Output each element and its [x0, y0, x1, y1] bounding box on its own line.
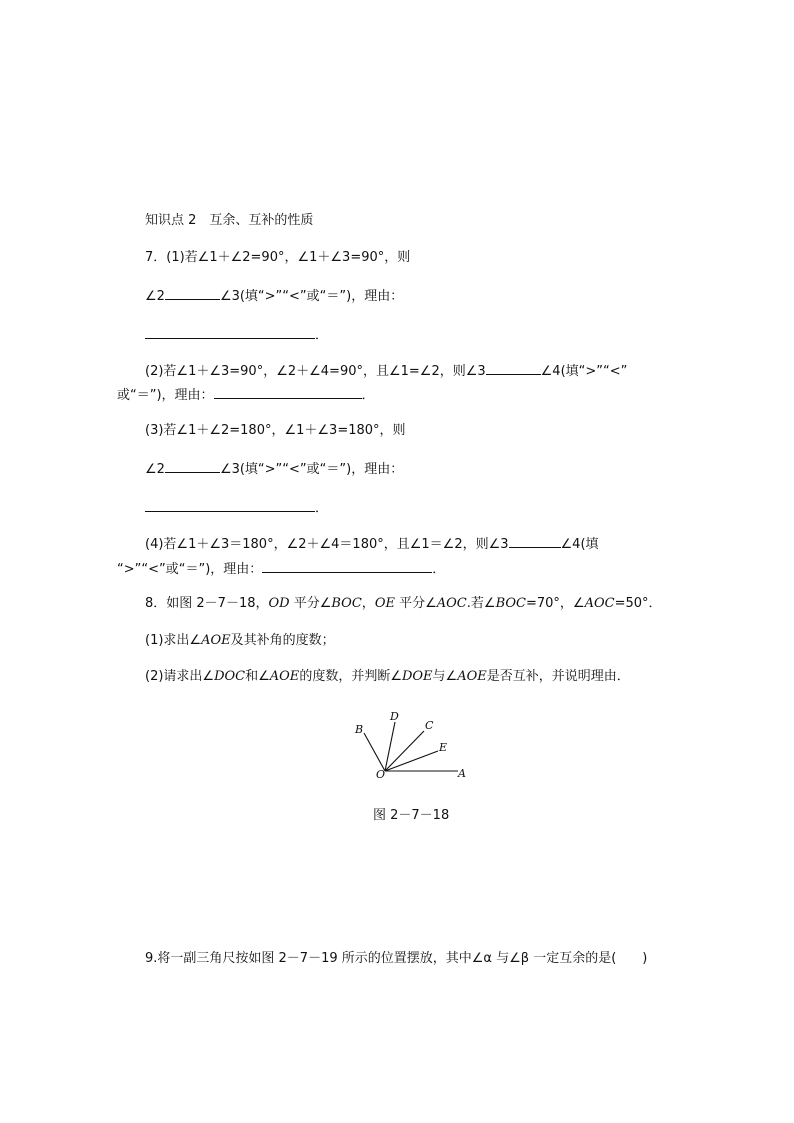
label-a: A [458, 767, 466, 780]
q7-part2-line1 [145, 362, 627, 380]
q9-text: 9.将一副三角尺按如图 2－7－19 所示的位置摆放，其中∠α 与∠β 一定互余的是( ) [145, 951, 648, 966]
q8-text: ， [361, 596, 375, 611]
q7-part2-reason-blank[interactable] [214, 386, 362, 399]
q7-part3-angle2: ∠2 [145, 462, 165, 477]
q8-var-aoe: AOE [269, 669, 300, 684]
q7-part4-text-b: ∠4(填 [560, 537, 599, 552]
q7-part1-line2 [145, 287, 403, 305]
q7-part1-reason-blank[interactable] [145, 326, 315, 339]
ray-oc [385, 731, 424, 771]
q8-text: =70°，∠ [525, 596, 585, 611]
q8-text: =50°． [614, 596, 662, 611]
q7-part3-end: ． [315, 501, 329, 516]
q7-part1-end: ． [315, 328, 329, 343]
figure-caption: 图 2－7－18 [373, 808, 450, 823]
q7-part3-reason-blank[interactable] [145, 499, 315, 512]
q8-var-oe: OE [374, 596, 395, 611]
q8-var-doe: DOE [401, 669, 433, 684]
section-title: 知识点 2 互余、互补的性质 [145, 213, 314, 228]
q7-part4-line2 [117, 560, 445, 578]
q8-part2 [145, 669, 630, 685]
q7-part1-line1: 7．(1)若∠1＋∠2=90°，∠1＋∠3=90°，则 [145, 250, 411, 265]
q7-part3-fill-hint: ∠3(填“>”“<”或“＝”)，理由： [219, 462, 404, 477]
label-d: D [390, 710, 399, 723]
label-b: B [355, 723, 364, 736]
q8-text: 平分∠ [394, 596, 437, 611]
q7-part2-blank[interactable] [486, 362, 541, 375]
q8-var-doc: DOC [214, 669, 246, 684]
q8-part2-text: (2)请求出∠ [145, 669, 215, 684]
label-o: O [376, 768, 386, 781]
label-c: C [425, 719, 434, 732]
ray-od [385, 722, 395, 771]
ray-ob [364, 733, 385, 771]
angle-figure [350, 708, 480, 788]
q8-part2-text: 与∠ [432, 669, 458, 684]
q8-part1-text: 及其补角的度数； [230, 633, 335, 648]
q8-part2-text: 的度数，并判断∠ [299, 669, 402, 684]
q7-part3-line2 [145, 460, 403, 478]
q7-part2-text-a: (2)若∠1＋∠3=90°，∠2＋∠4=90°，且∠1=∠2，则∠3 [145, 364, 486, 379]
q8-text: .若∠ [466, 596, 496, 611]
q7-part4-reason-blank[interactable] [262, 560, 432, 573]
q7-part1-blank[interactable] [165, 287, 220, 300]
q8-text: 平分∠ [289, 596, 332, 611]
q8-var-aoe: AOE [201, 633, 231, 648]
q7-part2-line2 [117, 386, 375, 404]
q7-part2-reason-label: 或“＝”)，理由： [117, 388, 214, 403]
q8-var-aoc: AOC [436, 596, 467, 611]
q7-part4-reason-label: “>”“<”或“＝”)，理由： [117, 562, 263, 577]
q8-part1-text: (1)求出∠ [145, 633, 202, 648]
q7-part2-end: ． [361, 388, 375, 403]
q8-var-aoc: AOC [584, 596, 615, 611]
q7-part1-fill-hint: ∠3(填“>”“<”或“＝”)，理由： [219, 289, 404, 304]
q8-stem [145, 596, 662, 612]
q7-part1-reason-line [145, 326, 328, 344]
q8-var-boc: BOC [331, 596, 362, 611]
q8-var-boc: BOC [495, 596, 526, 611]
ray-oe [385, 751, 438, 771]
q8-var-aoe: AOE [457, 669, 487, 684]
q7-part3-line1: (3)若∠1＋∠2=180°，∠1＋∠3=180°，则 [145, 423, 406, 438]
q7-part3-blank[interactable] [165, 460, 220, 473]
q7-part4-blank[interactable] [509, 535, 561, 548]
q7-part2-text-b: ∠4(填“>”“<” [540, 364, 628, 379]
q8-text: 8．如图 2－7－18， [145, 596, 269, 611]
q8-part1 [145, 633, 335, 649]
q7-part4-line1 [145, 535, 599, 553]
q8-var-od: OD [268, 596, 290, 611]
q8-part2-text: 和∠ [245, 669, 270, 684]
q8-part2-text: 是否互补，并说明理由． [486, 669, 630, 684]
q7-part4-end: ． [432, 562, 446, 577]
q7-part4-text-a: (4)若∠1＋∠3＝180°，∠2＋∠4＝180°，且∠1＝∠2，则∠3 [145, 537, 509, 552]
q7-part1-angle2: ∠2 [145, 289, 165, 304]
q7-part3-reason-line [145, 499, 328, 517]
label-e: E [439, 741, 448, 754]
